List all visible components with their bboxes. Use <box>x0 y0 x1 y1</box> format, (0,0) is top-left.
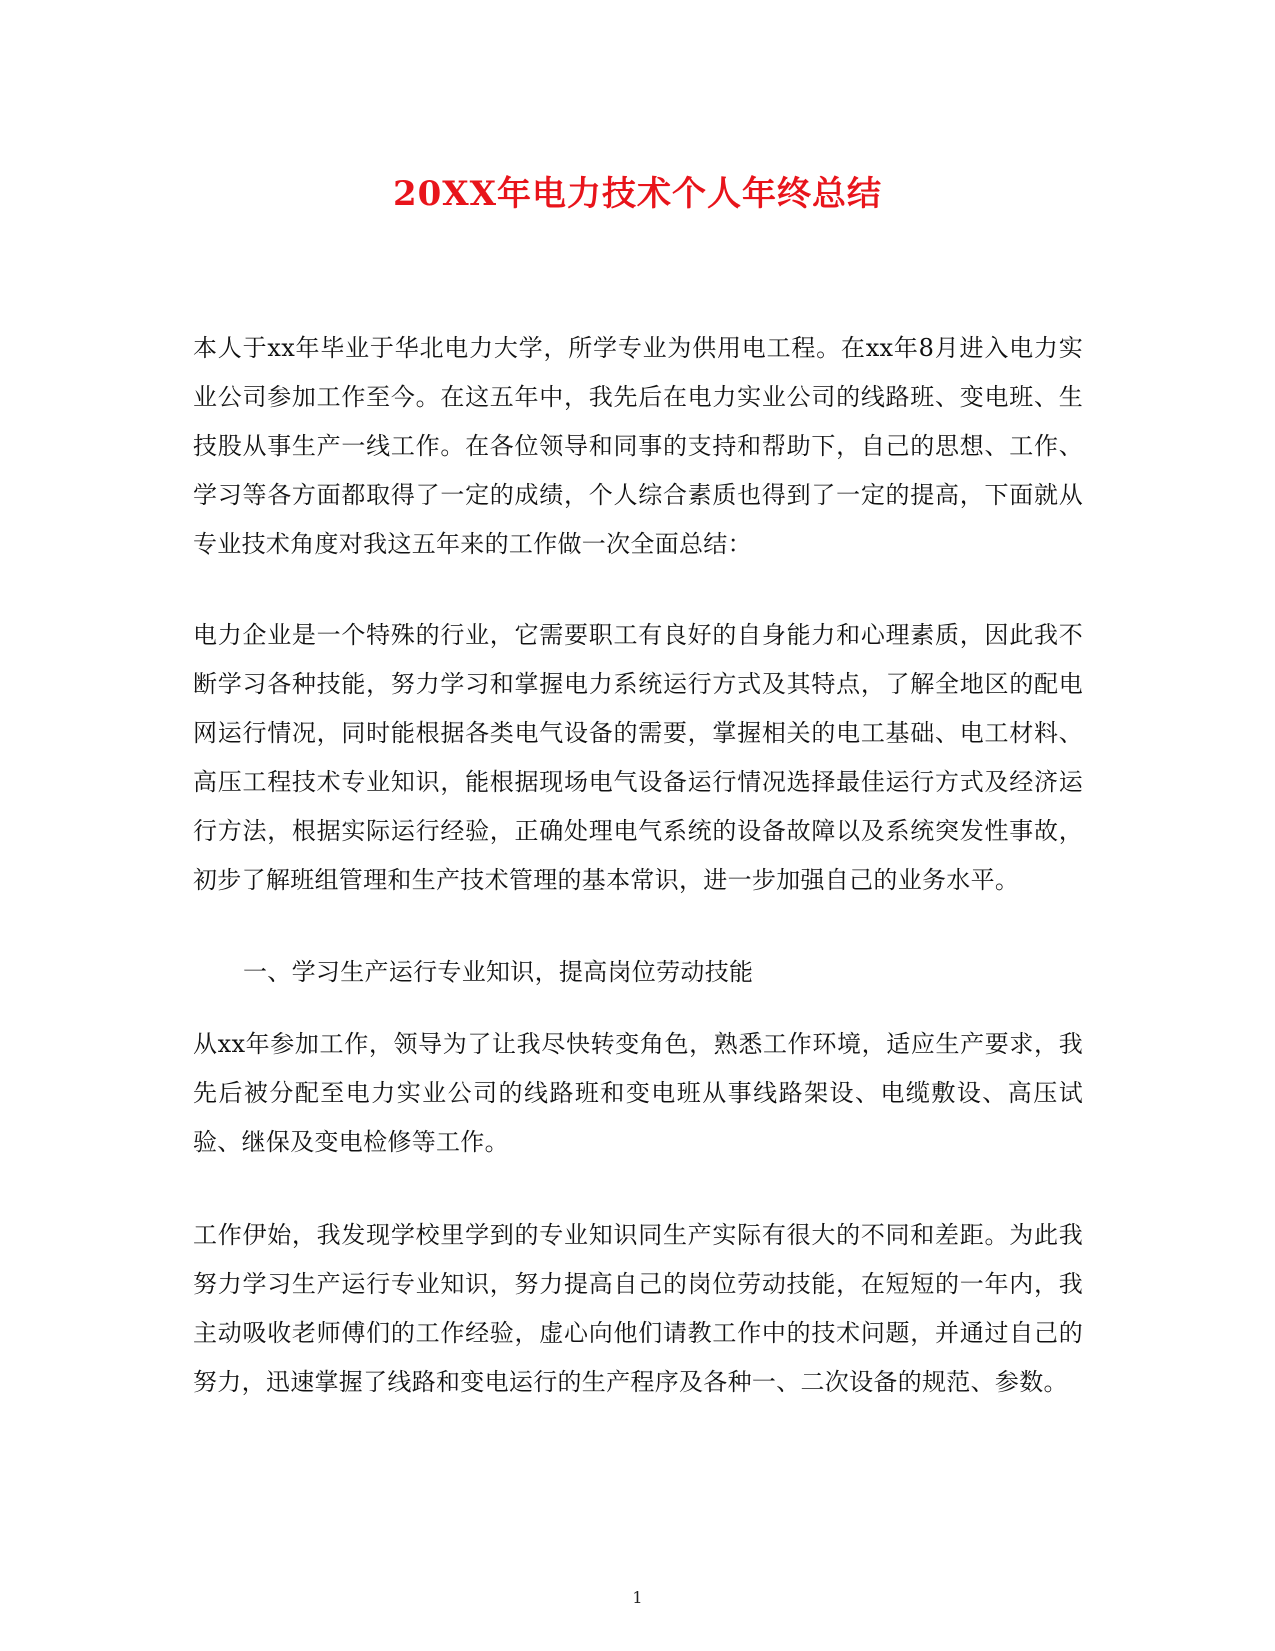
section-heading: 一、学习生产运行专业知识，提高岗位劳动技能 <box>243 958 754 986</box>
paragraph-start-work: 从xx年参加工作，领导为了让我尽快转变角色，熟悉工作环境，适应生产要求，我先后被分配至电力实业公司的线路班和变电班从事线路架设、电缆敷设、高压试验、继保及变电检修等工作。 <box>193 1030 1083 1156</box>
paragraph-intro: 本人于xx年毕业于华北电力大学，所学专业为供用电工程。在xx年8月进入电力实业公司参加工作至今。在这五年中，我先后在电力实业公司的线路班、变电班、生技股从事生产一线工作。在各位领导和同事的支持和帮助下，自己的思想、工作、学习等各方面都取得了一定的成绩，个人综合素质也得到了一定的提高，下面就从专业技术角度对我这五年来的工作做一次全面总结： <box>193 334 1083 558</box>
page-number: 1 <box>632 1588 643 1607</box>
paragraph-learning: 工作伊始，我发现学校里学到的专业知识同生产实际有很大的不同和差距。为此我努力学习生产运行专业知识，努力提高自己的岗位劳动技能，在短短的一年内，我主动吸收老师傅们的工作经验，虚心向他们请教工作中的技术问题，并通过自己的努力，迅速掌握了线路和变电运行的生产程序及各种一、二次设备的规范、参数。 <box>193 1221 1083 1396</box>
document-title: 20XX年电力技术个人年终总结 <box>392 174 883 214</box>
paragraph-industry: 电力企业是一个特殊的行业，它需要职工有良好的自身能力和心理素质，因此我不断学习各种技能，努力学习和掌握电力系统运行方式及其特点，了解全地区的配电网运行情况，同时能根据各类电气设备的需要，掌握相关的电工基础、电工材料、高压工程技术专业知识，能根据现场电气设备运行情况选择最佳运行方式及经济运行方法，根据实际运行经验，正确处理电气系统的设备故障以及系统突发性事故，初步了解班组管理和生产技术管理的基本常识，进一步加强自己的业务水平。 <box>193 621 1083 894</box>
